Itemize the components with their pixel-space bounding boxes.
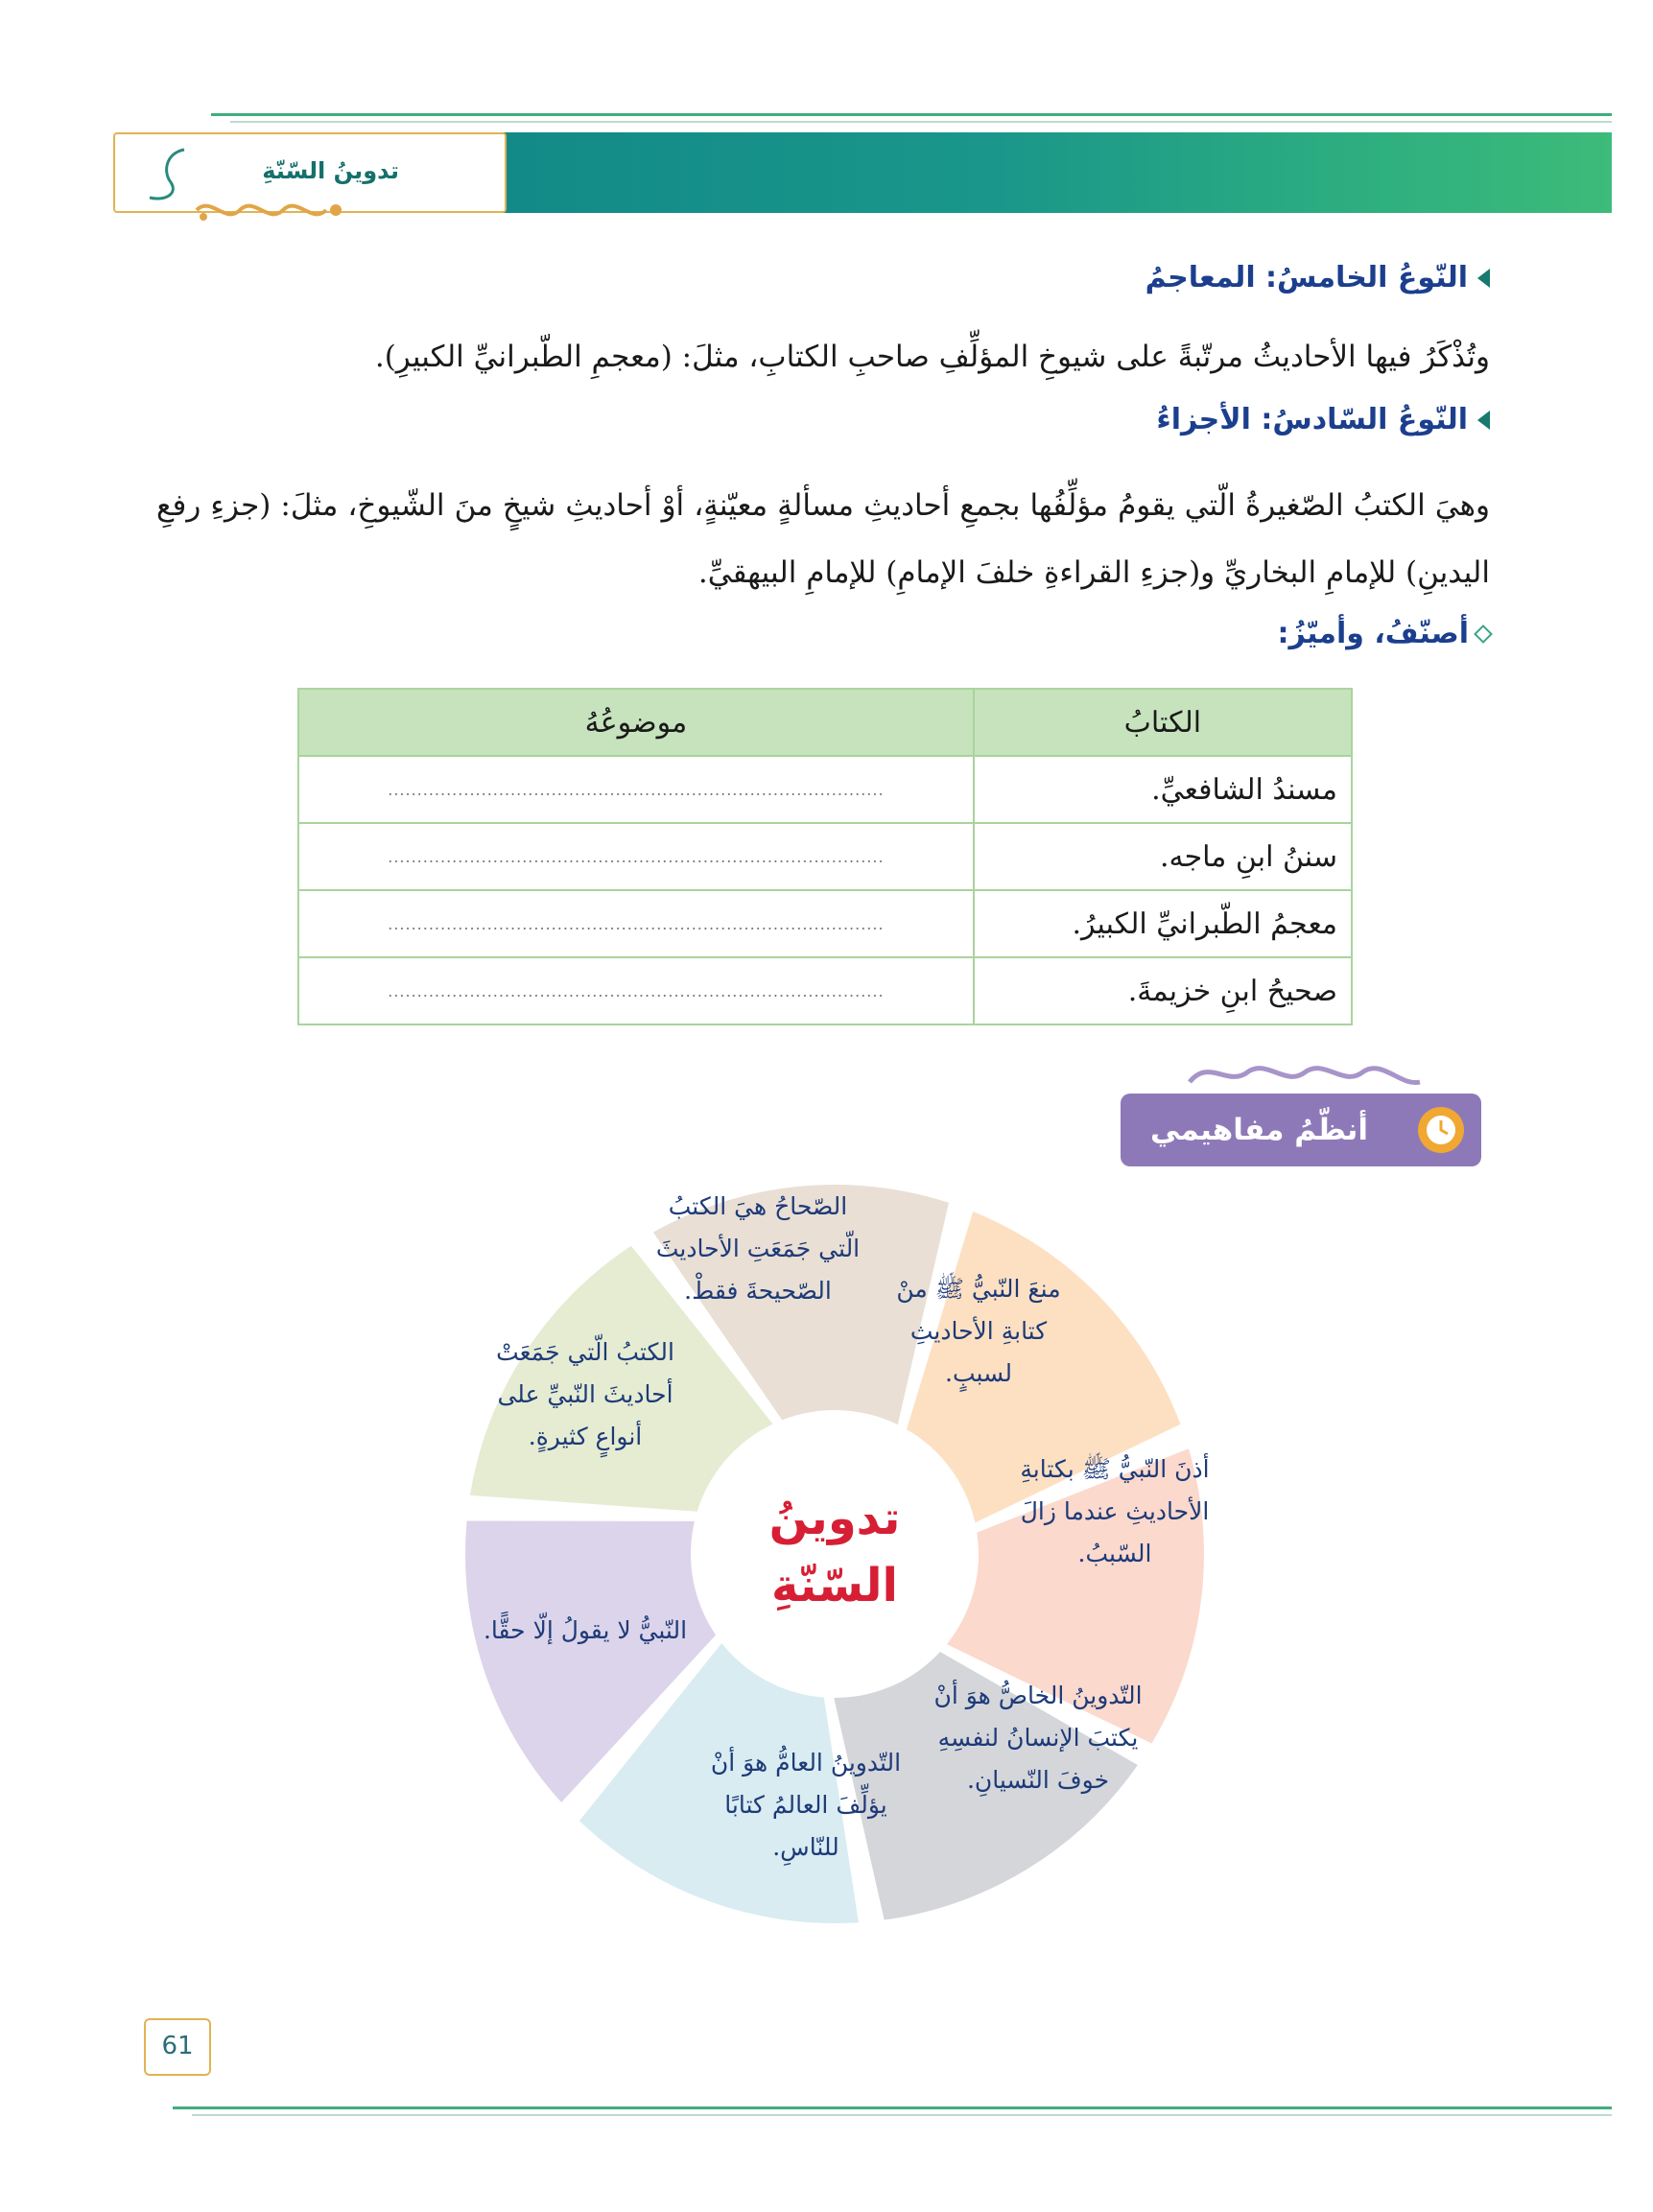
section-heading-5 [1145,261,1490,294]
column-header-topic: موضوعُهُ [298,689,974,756]
topic-answer-field[interactable]: ..................................................................................... [298,756,974,823]
activity-title-text: أصنّفُ، وأميّزُ: [1277,617,1469,650]
segment-text-5: النّبيُّ لا يقولُ إلّا حقًّا. [483,1616,688,1644]
footer-rule [173,2106,1612,2109]
bullet-triangle-icon [1477,269,1490,288]
topic-answer-field[interactable]: ..................................................................................... [298,957,974,1024]
gear-clock-icon [1414,1103,1468,1157]
book-cell: سننُ ابنِ ماجه. [974,823,1352,890]
segment-text-4: التّدوينُ العامُّ هوَ أنْ يؤلِّفَ العالمُ كتابًا للنّاسِ. [710,1749,902,1861]
table-row [298,890,1352,957]
section-heading-text: النّوعُ السّادسُ: الأجزاءُ [1156,403,1468,436]
topic-answer-field[interactable]: ..................................................................................... [298,823,974,890]
column-header-book: الكتابُ [974,689,1352,756]
top-rule [211,113,1612,116]
segment-text-1: منعَ النّبيُّ ﷺ منْ كتابةِ الأحاديثِ لسببٍ. [896,1275,1061,1387]
segment-text-2: أذنَ النّبيُّ ﷺ بكتابةِ الأحاديثِ عندما زالَ السّببُ. [1020,1455,1210,1567]
segment-text-7: الصّحاحُ هيَ الكتبُ الّتي جَمَعَتِ الأحاديثَ الصّحيحةَ فقطْ. [655,1192,861,1305]
page-number: 61 [161,2032,194,2060]
concepts-badge [1121,1094,1481,1166]
scroll-ornament-icon [192,196,345,224]
segment-text-6: الكتبُ الّتي جَمَعَتْ أحاديثَ النّبيِّ على أنواعٍ كثيرةٍ. [496,1338,674,1450]
badge-ornament-icon [1180,1053,1429,1092]
footer-rule-thin [192,2114,1612,2116]
topic-answer-field[interactable]: ..................................................................................... [298,890,974,957]
center-title-line-1: تدوينُ [768,1492,901,1545]
book-cell: صحيحُ ابنِ خزيمةَ. [974,957,1352,1024]
bracket-ornament-icon [136,144,194,205]
header-band [499,132,1612,213]
classify-table [297,688,1353,1025]
table-row [298,756,1352,823]
section-heading-6 [1156,403,1490,436]
concepts-badge-label: أنظّمُ مفاهيمي [1149,1113,1368,1147]
book-cell: معجمُ الطّبرانيِّ الكبيرُ. [974,890,1352,957]
table-row [298,823,1352,890]
segment-text-3: التّدوينُ الخاصُّ هوَ أنْ يكتبَ الإنسانُ لنفسِهِ خوفَ النّسيانِ. [933,1682,1143,1794]
chapter-title: تدوينُ السّنّةِ [262,157,399,184]
center-title-line-2: السّنّةِ [770,1559,899,1612]
activity-title [1278,617,1491,650]
page-number-box [144,2018,211,2076]
bullet-triangle-icon [1477,411,1490,430]
section-paragraph-5: وتُذْكَرُ فيها الأحاديثُ مرتّبةً على شيوخِ المؤلِّفِ صاحبِ الكتابِ، مثلَ: (معجمِ الطّبرانيِّ الكبيرِ). [374,340,1490,374]
book-cell: مسندُ الشافعيِّ. [974,756,1352,823]
table-row [298,957,1352,1024]
section-paragraph-6: وهيَ الكتبُ الصّغيرةُ الّتي يقومُ مؤلِّفُها بجمعِ أحاديثِ مسألةٍ معيّنةٍ، أوْ أحاديثِ شيخٍ منَ الشّيوخِ، مثلَ: (جزءِ رفعِ اليدينِ) للإمامِ البخاريِّ و(جزءِ القراءةِ خلفَ الإمامِ) للإمامِ البيهقيِّ. [156,488,1490,590]
section-heading-text: النّوعُ الخامسُ: المعاجمُ [1145,261,1468,294]
table-header-row [298,689,1352,756]
wheel-center-title [748,1485,921,1619]
diamond-bullet-icon [1474,624,1493,644]
top-rule-thin [230,121,1612,123]
